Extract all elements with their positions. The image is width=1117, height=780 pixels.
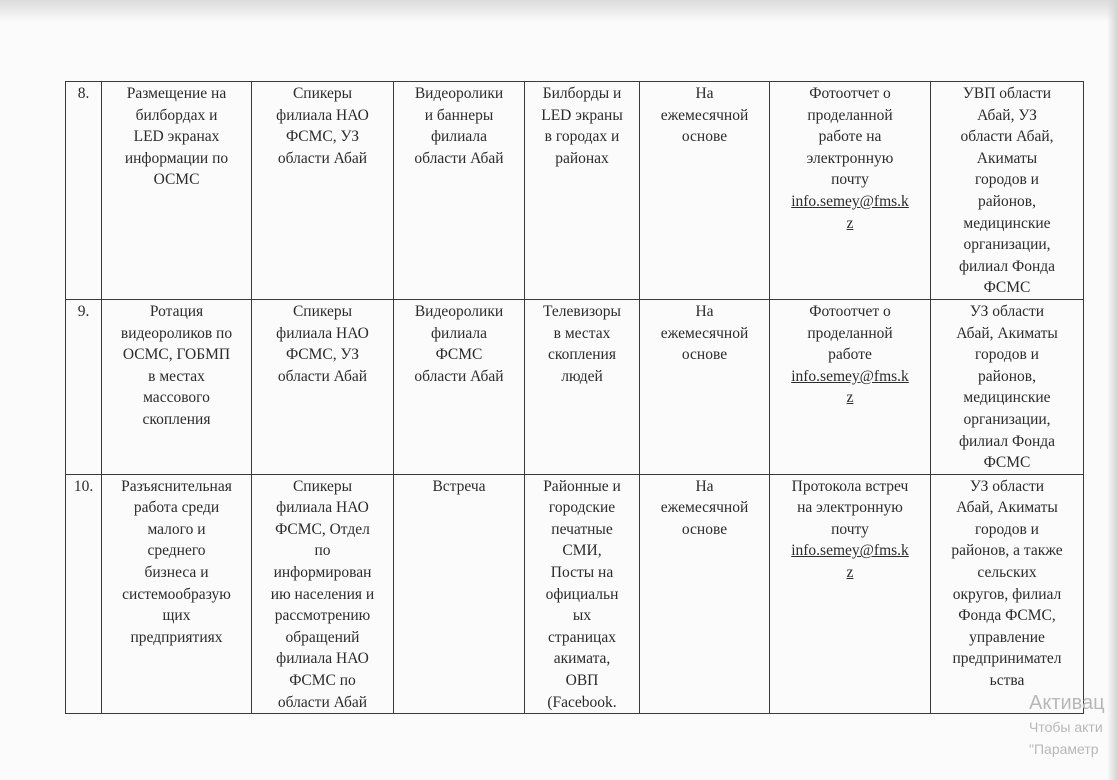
cell-line: работа среди bbox=[133, 499, 220, 517]
cell-line: филиала НАО bbox=[276, 324, 369, 342]
watermark-subtitle: Чтобы акти bbox=[1029, 719, 1103, 735]
cell-line: На bbox=[695, 302, 714, 320]
cell-line: городов и bbox=[975, 520, 1039, 538]
cell-line: организации, bbox=[963, 236, 1051, 254]
cell-line: бизнеса и bbox=[144, 564, 209, 582]
cell-line: УЗ области bbox=[969, 477, 1045, 495]
cell-line: видеороликов по bbox=[120, 324, 233, 342]
cell-line: ФСМС bbox=[983, 454, 1031, 472]
materials-cell bbox=[394, 299, 525, 474]
email-link-line[interactable]: z bbox=[846, 564, 854, 582]
cell-line: филиала НАО bbox=[276, 499, 369, 517]
row-number-cell bbox=[66, 299, 102, 474]
cell-line: скопления bbox=[142, 410, 211, 428]
cell-line: системообразую bbox=[122, 585, 231, 603]
cell-line: области Абай bbox=[414, 367, 504, 385]
cell-line: ФСМС, УЗ bbox=[286, 128, 359, 146]
cell-line: малого и bbox=[147, 520, 206, 538]
cell-line: ию населения и bbox=[270, 585, 375, 603]
cell-line: Ротация bbox=[149, 302, 204, 320]
cell-line: щих bbox=[162, 607, 191, 625]
cell-line: 9. bbox=[77, 302, 90, 320]
cell-line: городов и bbox=[975, 346, 1039, 364]
cell-line: LED экранах bbox=[133, 128, 220, 146]
cell-line: проделанной bbox=[807, 324, 893, 342]
cell-line: ежемесячной bbox=[660, 324, 749, 342]
cell-line: СМИ, bbox=[562, 542, 602, 560]
cell-line: Абай, Акиматы bbox=[956, 324, 1058, 342]
cell-line: ФСМС, Отдел bbox=[275, 520, 370, 538]
cell-line: Спикеры bbox=[292, 477, 353, 495]
windows-activation-watermark bbox=[1027, 690, 1117, 760]
cell-line: филиала bbox=[431, 128, 487, 146]
period-cell bbox=[640, 299, 770, 474]
cell-line: Спикеры bbox=[292, 302, 353, 320]
cell-line: Спикеры bbox=[292, 85, 353, 102]
cell-line: основе bbox=[681, 128, 728, 146]
cell-line: обращений bbox=[285, 628, 360, 646]
cell-line: печатные bbox=[551, 520, 613, 538]
watermark-subtitle-2: "Параметр bbox=[1029, 741, 1099, 757]
cell-line: На bbox=[695, 85, 714, 102]
cell-line: Встреча bbox=[432, 477, 486, 495]
cell-line: управление bbox=[969, 628, 1045, 646]
cell-line: ФСМС bbox=[435, 346, 483, 364]
cell-line: проделанной bbox=[807, 106, 893, 124]
event-name-cell bbox=[102, 299, 252, 474]
speakers-cell bbox=[252, 299, 394, 474]
cell-line: Разъяснительная bbox=[121, 477, 232, 495]
venue-cell bbox=[525, 82, 640, 300]
cell-line: ОВП bbox=[565, 672, 599, 690]
cell-line: ФСМС bbox=[983, 279, 1031, 297]
cell-line: ежемесячной bbox=[660, 499, 749, 517]
cell-line: Абай, УЗ bbox=[977, 106, 1037, 124]
scan-edge-top bbox=[0, 0, 1117, 22]
period-cell bbox=[640, 82, 770, 300]
cell-line: ьства bbox=[989, 672, 1025, 690]
cell-line: основе bbox=[681, 346, 728, 364]
cell-line: информации по bbox=[124, 149, 229, 167]
email-link-line[interactable]: z bbox=[846, 389, 854, 407]
cell-line: электронную bbox=[806, 149, 894, 167]
cell-line: Билборды и bbox=[542, 85, 622, 102]
cell-line: области Абай bbox=[277, 149, 368, 167]
cell-line: филиала НАО bbox=[276, 650, 369, 668]
cell-line: районов, bbox=[978, 367, 1036, 385]
cell-line: сельских bbox=[977, 564, 1037, 582]
email-link-line[interactable]: info.semey@fms.k bbox=[791, 367, 909, 385]
cell-line: массового bbox=[143, 389, 210, 407]
cell-line: людей bbox=[561, 367, 603, 385]
cell-line: Протокола встреч bbox=[791, 477, 909, 495]
cell-line: городов и bbox=[975, 171, 1039, 189]
cell-line: организации, bbox=[963, 410, 1051, 428]
cell-line: акимата, bbox=[553, 650, 611, 668]
table-row bbox=[66, 474, 1084, 714]
cell-line: Видеоролики bbox=[414, 302, 504, 320]
watermark-title: Активац bbox=[1029, 692, 1105, 714]
cell-line: Районные и bbox=[543, 477, 621, 495]
cell-line: официальн bbox=[545, 585, 619, 603]
table-row bbox=[66, 82, 1084, 300]
cell-line: 8. bbox=[77, 85, 90, 102]
email-link-line[interactable]: info.semey@fms.k bbox=[791, 192, 909, 210]
cell-line: работе на bbox=[818, 128, 882, 146]
period-cell bbox=[640, 474, 770, 714]
table-row bbox=[66, 299, 1084, 474]
report-cell bbox=[770, 474, 931, 714]
materials-cell bbox=[394, 82, 525, 300]
cell-line: медицинские bbox=[963, 214, 1051, 232]
cell-line: Акиматы bbox=[976, 149, 1038, 167]
cell-line: в местах bbox=[553, 324, 611, 342]
cell-line: по bbox=[314, 542, 331, 560]
cell-line: среднего bbox=[147, 542, 206, 560]
speakers-cell bbox=[252, 82, 394, 300]
cell-line: почту bbox=[831, 520, 869, 538]
events-table bbox=[65, 81, 1084, 714]
report-cell bbox=[770, 82, 931, 300]
cell-line: округов, филиал bbox=[952, 585, 1062, 603]
cell-line: Телевизоры bbox=[543, 302, 621, 320]
report-cell bbox=[770, 299, 931, 474]
cell-line: филиала НАО bbox=[276, 106, 369, 124]
cell-line: Фонда ФСМС, bbox=[958, 607, 1056, 625]
cell-line: филиал Фонда bbox=[958, 257, 1056, 275]
materials-cell bbox=[394, 474, 525, 714]
scan-edge-right bbox=[1107, 0, 1117, 780]
cell-line: ежемесячной bbox=[660, 106, 749, 124]
cell-line: Видеоролики bbox=[414, 85, 504, 102]
cell-line: Фотоотчет о bbox=[809, 302, 891, 320]
cell-line: ФСМС, УЗ bbox=[286, 346, 359, 364]
cell-line: городские bbox=[548, 499, 616, 517]
cell-line: в городах и bbox=[544, 128, 620, 146]
cell-line: почту bbox=[831, 171, 869, 189]
cell-line: УЗ области bbox=[969, 302, 1045, 320]
venue-cell bbox=[525, 299, 640, 474]
cell-line: 10. bbox=[73, 477, 94, 495]
cell-line: районов, bbox=[978, 192, 1036, 210]
cell-line: филиал Фонда bbox=[958, 432, 1056, 450]
cell-line: и баннеры bbox=[424, 106, 494, 124]
cell-line: области Абай bbox=[414, 149, 504, 167]
cell-line: основе bbox=[681, 520, 728, 538]
cell-line: информирован bbox=[273, 564, 372, 582]
cell-line: страницах bbox=[548, 628, 616, 646]
cell-line: филиала bbox=[431, 324, 487, 342]
cell-line: скопления bbox=[547, 346, 616, 364]
cell-line: ых bbox=[572, 607, 592, 625]
cell-line: Посты на bbox=[550, 564, 614, 582]
cell-line: районов, а также bbox=[951, 542, 1063, 560]
cell-line: Фотоотчет о bbox=[809, 85, 891, 102]
partners-cell bbox=[931, 299, 1084, 474]
cell-line: области Абай bbox=[277, 367, 368, 385]
row-number-cell bbox=[66, 474, 102, 714]
cell-line: LED экраны bbox=[541, 106, 623, 124]
cell-line: предпринимател bbox=[952, 650, 1062, 668]
cell-line: ОСМС, ГОБМП bbox=[122, 346, 231, 364]
cell-line: На bbox=[695, 477, 714, 495]
event-name-cell bbox=[102, 474, 252, 714]
cell-line: ОСМС bbox=[153, 171, 200, 189]
cell-line: на электронную bbox=[797, 499, 903, 517]
speakers-cell bbox=[252, 474, 394, 714]
event-name-cell bbox=[102, 82, 252, 300]
email-link-line[interactable]: info.semey@fms.k bbox=[791, 542, 909, 560]
cell-line: (Facebook. bbox=[547, 693, 617, 711]
cell-line: в местах bbox=[148, 367, 205, 385]
cell-line: районах bbox=[555, 149, 609, 167]
cell-line: Абай, Акиматы bbox=[956, 499, 1058, 517]
partners-cell bbox=[931, 82, 1084, 300]
cell-line: УВП области bbox=[962, 85, 1052, 102]
cell-line: медицинские bbox=[963, 389, 1051, 407]
cell-line: рассмотрению bbox=[274, 607, 371, 625]
venue-cell bbox=[525, 474, 640, 714]
cell-line: области Абай bbox=[277, 693, 368, 711]
cell-line: области Абай, bbox=[960, 128, 1054, 146]
email-link-line[interactable]: z bbox=[846, 214, 854, 232]
partners-cell bbox=[931, 474, 1084, 714]
cell-line: ФСМС по bbox=[289, 672, 356, 690]
cell-line: билбордах и bbox=[135, 106, 218, 124]
cell-line: работе bbox=[828, 346, 872, 364]
row-number-cell bbox=[66, 82, 102, 300]
cell-line: предприятиях bbox=[130, 628, 223, 646]
cell-line: Размещение на bbox=[126, 85, 227, 102]
table-body bbox=[66, 82, 1084, 714]
